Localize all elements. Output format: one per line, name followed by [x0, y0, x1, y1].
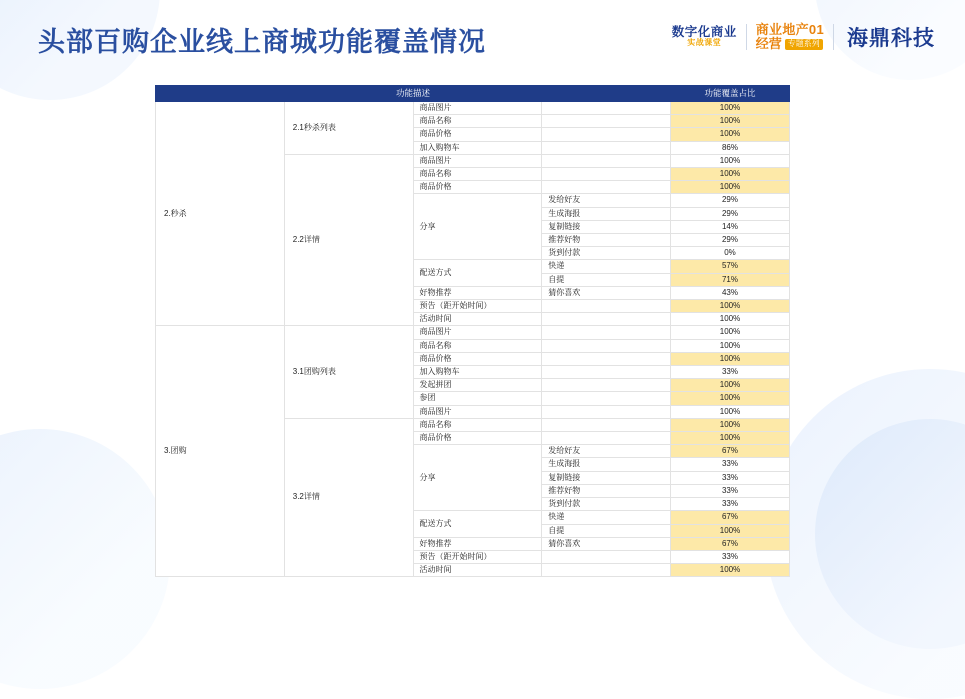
- header-function-description: 功能描述: [156, 86, 671, 102]
- cell-coverage-percent: 100%: [671, 154, 790, 167]
- cell-item: 分享: [413, 194, 542, 260]
- cell-item: 商品名称: [413, 339, 542, 352]
- cell-coverage-percent: 100%: [671, 300, 790, 313]
- logo-secondary: [756, 23, 824, 52]
- cell-detail: 推荐好物: [542, 234, 671, 247]
- cell-coverage-percent: 33%: [671, 471, 790, 484]
- cell-detail: [542, 154, 671, 167]
- table-row: [156, 102, 790, 115]
- cell-coverage-percent: 100%: [671, 524, 790, 537]
- coverage-table: [155, 85, 790, 577]
- cell-coverage-percent: 67%: [671, 511, 790, 524]
- cell-item: 商品图片: [413, 326, 542, 339]
- brand-bar: [672, 22, 935, 52]
- cell-item: 商品图片: [413, 405, 542, 418]
- cell-item: 分享: [413, 445, 542, 511]
- coverage-table-container: [155, 85, 790, 577]
- cell-coverage-percent: 33%: [671, 458, 790, 471]
- cell-coverage-percent: 57%: [671, 260, 790, 273]
- cell-item: 好物推荐: [413, 286, 542, 299]
- logo-primary: [672, 26, 737, 48]
- cell-item: 商品图片: [413, 102, 542, 115]
- cell-item: 预告（距开始时间）: [413, 300, 542, 313]
- cell-detail: 复制链接: [542, 220, 671, 233]
- cell-coverage-percent: 29%: [671, 194, 790, 207]
- cell-group: 3.团购: [156, 326, 285, 577]
- cell-coverage-percent: 86%: [671, 141, 790, 154]
- cell-coverage-percent: 100%: [671, 102, 790, 115]
- cell-item: 商品价格: [413, 352, 542, 365]
- cell-item: 商品价格: [413, 181, 542, 194]
- cell-item: 配送方式: [413, 260, 542, 286]
- cell-detail: [542, 300, 671, 313]
- cell-subgroup: 2.2详情: [284, 154, 413, 326]
- cell-detail: [542, 326, 671, 339]
- cell-detail: [542, 181, 671, 194]
- cell-detail: 货到付款: [542, 498, 671, 511]
- cell-detail: 猜你喜欢: [542, 537, 671, 550]
- cell-detail: [542, 392, 671, 405]
- table-body: [156, 102, 790, 577]
- cell-coverage-percent: 100%: [671, 352, 790, 365]
- cell-detail: [542, 550, 671, 563]
- cell-coverage-percent: 14%: [671, 220, 790, 233]
- cell-coverage-percent: 67%: [671, 445, 790, 458]
- logo-secondary-tag: 专题系列: [785, 39, 823, 50]
- cell-coverage-percent: 29%: [671, 207, 790, 220]
- cell-detail: [542, 313, 671, 326]
- cell-group: 2.秒杀: [156, 102, 285, 326]
- cell-item: 加入购物车: [413, 141, 542, 154]
- cell-detail: 生成海报: [542, 207, 671, 220]
- cell-detail: 快递: [542, 260, 671, 273]
- cell-coverage-percent: 100%: [671, 379, 790, 392]
- cell-coverage-percent: 33%: [671, 498, 790, 511]
- cell-detail: 自提: [542, 273, 671, 286]
- cell-coverage-percent: 100%: [671, 392, 790, 405]
- cell-coverage-percent: 100%: [671, 339, 790, 352]
- cell-detail: [542, 432, 671, 445]
- cell-coverage-percent: 0%: [671, 247, 790, 260]
- cell-detail: [542, 339, 671, 352]
- cell-item: 商品价格: [413, 128, 542, 141]
- cell-coverage-percent: 29%: [671, 234, 790, 247]
- cell-detail: 生成海报: [542, 458, 671, 471]
- cell-detail: [542, 379, 671, 392]
- cell-detail: [542, 168, 671, 181]
- cell-detail: 快递: [542, 511, 671, 524]
- cell-item: 商品图片: [413, 154, 542, 167]
- logo-secondary-line2: 经营: [755, 36, 782, 51]
- cell-detail: [542, 141, 671, 154]
- page-title: 头部百购企业线上商城功能覆盖情况: [38, 27, 486, 57]
- cell-coverage-percent: 67%: [671, 537, 790, 550]
- logo-secondary-line1: 商业地产01: [755, 21, 824, 37]
- cell-detail: [542, 405, 671, 418]
- brand-divider: [746, 24, 747, 50]
- logo-primary-line1: 数字化商业: [671, 25, 737, 40]
- company-name: 海鼎科技: [847, 27, 935, 50]
- cell-coverage-percent: 100%: [671, 326, 790, 339]
- cell-coverage-percent: 100%: [671, 432, 790, 445]
- cell-detail: 发给好友: [542, 194, 671, 207]
- cell-coverage-percent: 100%: [671, 115, 790, 128]
- cell-coverage-percent: 43%: [671, 286, 790, 299]
- cell-detail: 发给好友: [542, 445, 671, 458]
- cell-item: 好物推荐: [413, 537, 542, 550]
- cell-item: 活动时间: [413, 564, 542, 577]
- cell-coverage-percent: 100%: [671, 168, 790, 181]
- cell-item: 商品名称: [413, 418, 542, 431]
- cell-coverage-percent: 100%: [671, 405, 790, 418]
- cell-detail: [542, 102, 671, 115]
- table-head: [156, 86, 790, 102]
- cell-subgroup: 3.1团购列表: [284, 326, 413, 418]
- cell-item: 商品名称: [413, 115, 542, 128]
- cell-detail: 复制链接: [542, 471, 671, 484]
- cell-item: 活动时间: [413, 313, 542, 326]
- cell-detail: [542, 366, 671, 379]
- cell-item: 预告（距开始时间）: [413, 550, 542, 563]
- cell-item: 配送方式: [413, 511, 542, 537]
- cell-detail: 自提: [542, 524, 671, 537]
- cell-coverage-percent: 100%: [671, 181, 790, 194]
- cell-detail: [542, 128, 671, 141]
- cell-coverage-percent: 100%: [671, 418, 790, 431]
- cell-detail: [542, 564, 671, 577]
- cell-detail: 猜你喜欢: [542, 286, 671, 299]
- brand-divider-2: [833, 24, 834, 50]
- cell-detail: [542, 115, 671, 128]
- cell-item: 加入购物车: [413, 366, 542, 379]
- cell-subgroup: 3.2详情: [284, 418, 413, 576]
- cell-coverage-percent: 100%: [671, 564, 790, 577]
- cell-detail: 推荐好物: [542, 484, 671, 497]
- cell-item: 商品名称: [413, 168, 542, 181]
- table-header-row: [156, 86, 790, 102]
- cell-item: 发起拼团: [413, 379, 542, 392]
- header-coverage-ratio: 功能覆盖占比: [671, 86, 790, 102]
- cell-detail: [542, 352, 671, 365]
- cell-subgroup: 2.1秒杀列表: [284, 102, 413, 155]
- cell-coverage-percent: 33%: [671, 366, 790, 379]
- cell-item: 参团: [413, 392, 542, 405]
- cell-item: 商品价格: [413, 432, 542, 445]
- cell-detail: 货到付款: [542, 247, 671, 260]
- cell-coverage-percent: 33%: [671, 550, 790, 563]
- cell-coverage-percent: 100%: [671, 128, 790, 141]
- cell-detail: [542, 418, 671, 431]
- logo-primary-line2: 实战课堂: [687, 38, 722, 48]
- decor-circle-bottom-left: [0, 429, 170, 689]
- cell-coverage-percent: 100%: [671, 313, 790, 326]
- table-row: [156, 326, 790, 339]
- cell-coverage-percent: 33%: [671, 484, 790, 497]
- cell-coverage-percent: 71%: [671, 273, 790, 286]
